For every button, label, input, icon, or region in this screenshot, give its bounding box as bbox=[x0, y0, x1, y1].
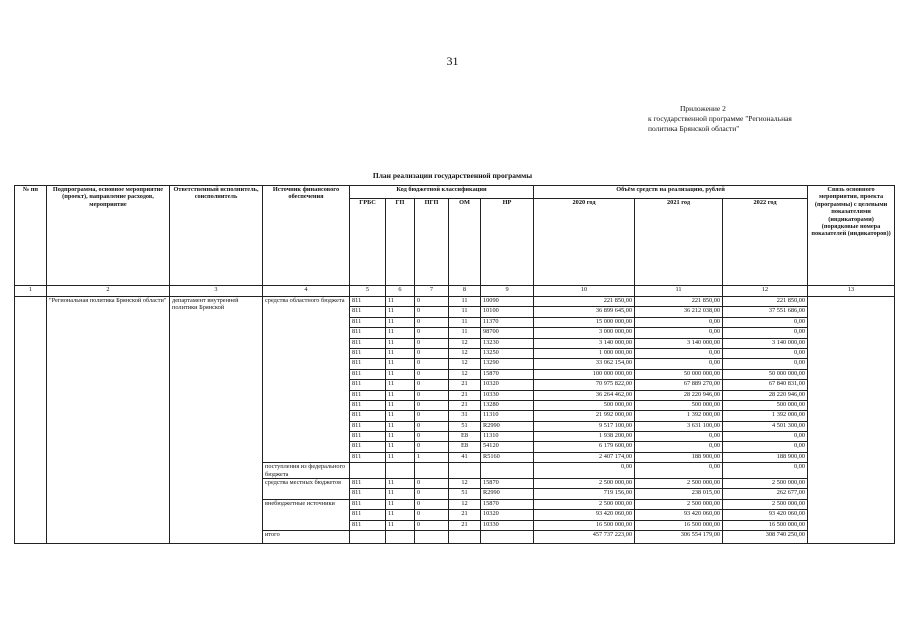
amount-2021: 500 000,00 bbox=[635, 400, 723, 410]
amount-2020: 221 850,00 bbox=[534, 297, 635, 307]
gp-cell: 11 bbox=[386, 499, 415, 509]
header-volume: Объём средств на реализацию, рублей bbox=[534, 186, 808, 199]
gp-cell: 11 bbox=[386, 338, 415, 348]
amount-2022: 0,00 bbox=[723, 317, 808, 327]
om-cell: 12 bbox=[449, 479, 481, 489]
appendix-line-1: Приложение 2 bbox=[680, 104, 726, 113]
amount-2020: 36 264 462,00 bbox=[534, 390, 635, 400]
amount-2020: 0,00 bbox=[534, 463, 635, 479]
program-name: "Региональная политика Брянской области" bbox=[47, 297, 170, 544]
amount-2020: 93 420 060,00 bbox=[534, 510, 635, 520]
nr-cell: 13280 bbox=[481, 400, 534, 410]
nr-cell: 10100 bbox=[481, 307, 534, 317]
pgp-cell: 0 bbox=[415, 489, 449, 499]
gp-cell: 11 bbox=[386, 369, 415, 379]
grbs-cell: 811 bbox=[350, 452, 386, 462]
amount-2022: 308 740 250,00 bbox=[723, 531, 808, 544]
nr-cell bbox=[481, 531, 534, 544]
om-cell: 31 bbox=[449, 411, 481, 421]
amount-2021: 0,00 bbox=[635, 317, 723, 327]
amount-2021: 0,00 bbox=[635, 348, 723, 358]
amount-2020: 9 517 100,00 bbox=[534, 421, 635, 431]
om-cell bbox=[449, 531, 481, 544]
header-executor: Ответственный исполнитель, соисполнитель bbox=[170, 186, 263, 286]
gp-cell: 11 bbox=[386, 297, 415, 307]
nr-cell: R2990 bbox=[481, 489, 534, 499]
amount-2020: 719 156,00 bbox=[534, 489, 635, 499]
gp-cell: 11 bbox=[386, 520, 415, 530]
source-federal: поступления из федерального бюджета bbox=[263, 463, 350, 479]
header-nr: НР bbox=[481, 199, 534, 286]
amount-2021: 0,00 bbox=[635, 328, 723, 338]
nr-cell: 11310 bbox=[481, 432, 534, 442]
grbs-cell: 811 bbox=[350, 432, 386, 442]
amount-2022: 1 392 000,00 bbox=[723, 411, 808, 421]
column-numbers-row bbox=[15, 286, 895, 297]
grbs-cell: 811 bbox=[350, 499, 386, 509]
om-cell: 11 bbox=[449, 317, 481, 327]
amount-2020: 2 500 000,00 bbox=[534, 479, 635, 489]
grbs-cell: 811 bbox=[350, 400, 386, 410]
source-extra: внебюджетные источники bbox=[263, 499, 350, 530]
source-regional: средства областного бюджета bbox=[263, 297, 350, 463]
om-cell: 21 bbox=[449, 510, 481, 520]
amount-2020: 1 000 000,00 bbox=[534, 348, 635, 358]
amount-2021: 28 220 946,00 bbox=[635, 390, 723, 400]
nr-cell: R2990 bbox=[481, 421, 534, 431]
col-number: 13 bbox=[808, 286, 895, 297]
total-label: итого bbox=[263, 531, 350, 544]
grbs-cell: 811 bbox=[350, 328, 386, 338]
pgp-cell: 0 bbox=[415, 520, 449, 530]
amount-2022: 3 140 000,00 bbox=[723, 338, 808, 348]
pgp-cell: 0 bbox=[415, 421, 449, 431]
amount-2022: 0,00 bbox=[723, 328, 808, 338]
amount-2022: 16 500 000,00 bbox=[723, 520, 808, 530]
plan-table bbox=[14, 185, 895, 544]
nr-cell: 54120 bbox=[481, 442, 534, 452]
gp-cell: 11 bbox=[386, 432, 415, 442]
amount-2021: 50 000 000,00 bbox=[635, 369, 723, 379]
source-local: средства местных бюджетов bbox=[263, 479, 350, 500]
amount-2022: 4 501 300,00 bbox=[723, 421, 808, 431]
header-2021: 2021 год bbox=[635, 199, 723, 286]
pgp-cell: 0 bbox=[415, 510, 449, 520]
amount-2020: 100 000 000,00 bbox=[534, 369, 635, 379]
col-number: 2 bbox=[47, 286, 170, 297]
amount-2021: 36 212 038,00 bbox=[635, 307, 723, 317]
amount-2022: 0,00 bbox=[723, 348, 808, 358]
amount-2020: 2 500 000,00 bbox=[534, 499, 635, 509]
appendix-note bbox=[648, 104, 848, 134]
header-pgp: ПГП bbox=[415, 199, 449, 286]
grbs-cell: 811 bbox=[350, 348, 386, 358]
nr-cell: 10330 bbox=[481, 390, 534, 400]
amount-2022: 0,00 bbox=[723, 432, 808, 442]
header-subprogram: Подпрограмма, основное мероприятие (проект), направление расходов, мероприятие bbox=[47, 186, 170, 286]
header-gp: ГП bbox=[386, 199, 415, 286]
grbs-cell: 811 bbox=[350, 390, 386, 400]
gp-cell: 11 bbox=[386, 411, 415, 421]
pgp-cell: 0 bbox=[415, 390, 449, 400]
header-grbs: ГРБС bbox=[350, 199, 386, 286]
col-number: 9 bbox=[481, 286, 534, 297]
page-number: 31 bbox=[446, 54, 459, 68]
amount-2020: 457 737 223,00 bbox=[534, 531, 635, 544]
om-cell: 21 bbox=[449, 390, 481, 400]
header-budget-code: Код бюджетной классификации bbox=[350, 186, 534, 199]
amount-2022: 500 000,00 bbox=[723, 400, 808, 410]
appendix-line-2: к государственной программе "Региональная bbox=[648, 114, 792, 123]
om-cell: 21 bbox=[449, 520, 481, 530]
om-cell: 12 bbox=[449, 359, 481, 369]
amount-2021: 16 500 000,00 bbox=[635, 520, 723, 530]
gp-cell: 11 bbox=[386, 380, 415, 390]
grbs-cell bbox=[350, 463, 386, 479]
nr-cell: R5160 bbox=[481, 452, 534, 462]
table-title: План реализации государственной программы bbox=[372, 171, 533, 180]
grbs-cell: 811 bbox=[350, 442, 386, 452]
om-cell: 21 bbox=[449, 400, 481, 410]
header-2020: 2020 год bbox=[534, 199, 635, 286]
amount-2021: 3 140 000,00 bbox=[635, 338, 723, 348]
grbs-cell: 811 bbox=[350, 307, 386, 317]
amount-2021: 0,00 bbox=[635, 442, 723, 452]
amount-2021: 0,00 bbox=[635, 432, 723, 442]
om-cell: 11 bbox=[449, 297, 481, 307]
nr-cell: 98700 bbox=[481, 328, 534, 338]
nr-cell bbox=[481, 463, 534, 479]
col-number: 8 bbox=[449, 286, 481, 297]
amount-2022: 50 000 000,00 bbox=[723, 369, 808, 379]
header-no: № пп bbox=[15, 186, 47, 286]
gp-cell: 11 bbox=[386, 489, 415, 499]
gp-cell: 11 bbox=[386, 348, 415, 358]
amount-2022: 37 551 686,00 bbox=[723, 307, 808, 317]
pgp-cell: 0 bbox=[415, 479, 449, 489]
grbs-cell: 811 bbox=[350, 489, 386, 499]
grbs-cell: 811 bbox=[350, 369, 386, 379]
grbs-cell: 811 bbox=[350, 520, 386, 530]
om-cell: 51 bbox=[449, 489, 481, 499]
gp-cell: 11 bbox=[386, 479, 415, 489]
om-cell: 12 bbox=[449, 348, 481, 358]
gp-cell: 11 bbox=[386, 442, 415, 452]
gp-cell: 11 bbox=[386, 390, 415, 400]
gp-cell: 11 bbox=[386, 510, 415, 520]
amount-2021: 2 500 000,00 bbox=[635, 499, 723, 509]
grbs-cell: 811 bbox=[350, 317, 386, 327]
amount-2022: 221 850,00 bbox=[723, 297, 808, 307]
amount-2020: 2 407 174,00 bbox=[534, 452, 635, 462]
amount-2020: 3 000 000,00 bbox=[534, 328, 635, 338]
amount-2020: 36 899 645,00 bbox=[534, 307, 635, 317]
pgp-cell: 0 bbox=[415, 442, 449, 452]
nr-cell: 15870 bbox=[481, 479, 534, 489]
amount-2021: 306 554 179,00 bbox=[635, 531, 723, 544]
gp-cell bbox=[386, 531, 415, 544]
col-number: 5 bbox=[350, 286, 386, 297]
nr-cell: 10320 bbox=[481, 510, 534, 520]
amount-2020: 16 500 000,00 bbox=[534, 520, 635, 530]
amount-2022: 188 900,00 bbox=[723, 452, 808, 462]
amount-2020: 1 938 200,00 bbox=[534, 432, 635, 442]
pgp-cell: 0 bbox=[415, 348, 449, 358]
amount-2022: 0,00 bbox=[723, 442, 808, 452]
col-number: 12 bbox=[723, 286, 808, 297]
pgp-cell: 0 bbox=[415, 328, 449, 338]
grbs-cell: 811 bbox=[350, 297, 386, 307]
col-number: 11 bbox=[635, 286, 723, 297]
amount-2022: 0,00 bbox=[723, 359, 808, 369]
gp-cell: 11 bbox=[386, 307, 415, 317]
table-row bbox=[15, 297, 895, 307]
gp-cell: 11 bbox=[386, 328, 415, 338]
amount-2021: 2 500 000,00 bbox=[635, 479, 723, 489]
amount-2021: 0,00 bbox=[635, 463, 723, 479]
om-cell: E8 bbox=[449, 442, 481, 452]
om-cell: 51 bbox=[449, 421, 481, 431]
amount-2021: 93 420 060,00 bbox=[635, 510, 723, 520]
grbs-cell: 811 bbox=[350, 380, 386, 390]
header-source: Источник финансового обеспечения bbox=[263, 186, 350, 286]
amount-2020: 21 992 000,00 bbox=[534, 411, 635, 421]
om-cell: 11 bbox=[449, 328, 481, 338]
pgp-cell: 0 bbox=[415, 369, 449, 379]
pgp-cell: 0 bbox=[415, 499, 449, 509]
amount-2021: 188 900,00 bbox=[635, 452, 723, 462]
pgp-cell: 0 bbox=[415, 432, 449, 442]
amount-2021: 3 631 100,00 bbox=[635, 421, 723, 431]
plan-table-body bbox=[15, 297, 895, 544]
gp-cell: 11 bbox=[386, 400, 415, 410]
pgp-cell: 0 bbox=[415, 400, 449, 410]
grbs-cell bbox=[350, 531, 386, 544]
amount-2020: 70 975 822,00 bbox=[534, 380, 635, 390]
pgp-cell: 0 bbox=[415, 411, 449, 421]
amount-2021: 67 889 270,00 bbox=[635, 380, 723, 390]
amount-2021: 221 850,00 bbox=[635, 297, 723, 307]
nr-cell: 13290 bbox=[481, 359, 534, 369]
nr-cell: 11310 bbox=[481, 411, 534, 421]
amount-2021: 1 392 000,00 bbox=[635, 411, 723, 421]
amount-2022: 67 840 831,00 bbox=[723, 380, 808, 390]
nr-cell: 10320 bbox=[481, 380, 534, 390]
col-number: 4 bbox=[263, 286, 350, 297]
amount-2021: 238 015,00 bbox=[635, 489, 723, 499]
pgp-cell bbox=[415, 531, 449, 544]
om-cell bbox=[449, 463, 481, 479]
amount-2022: 28 220 946,00 bbox=[723, 390, 808, 400]
row-number bbox=[15, 297, 47, 544]
nr-cell: 11370 bbox=[481, 317, 534, 327]
amount-2022: 262 677,00 bbox=[723, 489, 808, 499]
executor-name: департамент внутренней политики Брянской bbox=[170, 297, 263, 544]
om-cell: 12 bbox=[449, 338, 481, 348]
amount-2020: 500 000,00 bbox=[534, 400, 635, 410]
om-cell: 12 bbox=[449, 369, 481, 379]
nr-cell: 15870 bbox=[481, 499, 534, 509]
pgp-cell: 1 bbox=[415, 452, 449, 462]
grbs-cell: 811 bbox=[350, 479, 386, 489]
col-number: 6 bbox=[386, 286, 415, 297]
om-cell: E8 bbox=[449, 432, 481, 442]
nr-cell: 10090 bbox=[481, 297, 534, 307]
header-2022: 2022 год bbox=[723, 199, 808, 286]
grbs-cell: 811 bbox=[350, 411, 386, 421]
appendix-line-3: политика Брянской области" bbox=[648, 124, 740, 133]
amount-2020: 6 179 600,00 bbox=[534, 442, 635, 452]
nr-cell: 13250 bbox=[481, 348, 534, 358]
col-number: 1 bbox=[15, 286, 47, 297]
nr-cell: 15870 bbox=[481, 369, 534, 379]
grbs-cell: 811 bbox=[350, 421, 386, 431]
nr-cell: 10330 bbox=[481, 520, 534, 530]
amount-2021: 0,00 bbox=[635, 359, 723, 369]
amount-2020: 15 000 000,00 bbox=[534, 317, 635, 327]
pgp-cell: 0 bbox=[415, 307, 449, 317]
grbs-cell: 811 bbox=[350, 359, 386, 369]
gp-cell: 11 bbox=[386, 421, 415, 431]
amount-2020: 33 062 154,00 bbox=[534, 359, 635, 369]
gp-cell: 11 bbox=[386, 452, 415, 462]
pgp-cell: 0 bbox=[415, 317, 449, 327]
header-om: ОМ bbox=[449, 199, 481, 286]
amount-2022: 0,00 bbox=[723, 463, 808, 479]
om-cell: 41 bbox=[449, 452, 481, 462]
pgp-cell: 0 bbox=[415, 380, 449, 390]
pgp-cell: 0 bbox=[415, 338, 449, 348]
col-number: 7 bbox=[415, 286, 449, 297]
pgp-cell: 0 bbox=[415, 297, 449, 307]
grbs-cell: 811 bbox=[350, 510, 386, 520]
om-cell: 12 bbox=[449, 499, 481, 509]
pgp-cell bbox=[415, 463, 449, 479]
nr-cell: 13230 bbox=[481, 338, 534, 348]
amount-2020: 3 140 000,00 bbox=[534, 338, 635, 348]
grbs-cell: 811 bbox=[350, 338, 386, 348]
om-cell: 21 bbox=[449, 380, 481, 390]
header-link: Связь основного мероприятия, проекта (программы) с целевыми показателями (индикаторами) (порядковые номера показателей (индикаторов)) bbox=[808, 186, 895, 286]
col-number: 10 bbox=[534, 286, 635, 297]
amount-2022: 2 500 000,00 bbox=[723, 479, 808, 489]
pgp-cell: 0 bbox=[415, 359, 449, 369]
amount-2022: 93 420 060,00 bbox=[723, 510, 808, 520]
om-cell: 11 bbox=[449, 307, 481, 317]
gp-cell bbox=[386, 463, 415, 479]
gp-cell: 11 bbox=[386, 317, 415, 327]
indicator-link bbox=[808, 297, 895, 544]
col-number: 3 bbox=[170, 286, 263, 297]
amount-2022: 2 500 000,00 bbox=[723, 499, 808, 509]
gp-cell: 11 bbox=[386, 359, 415, 369]
